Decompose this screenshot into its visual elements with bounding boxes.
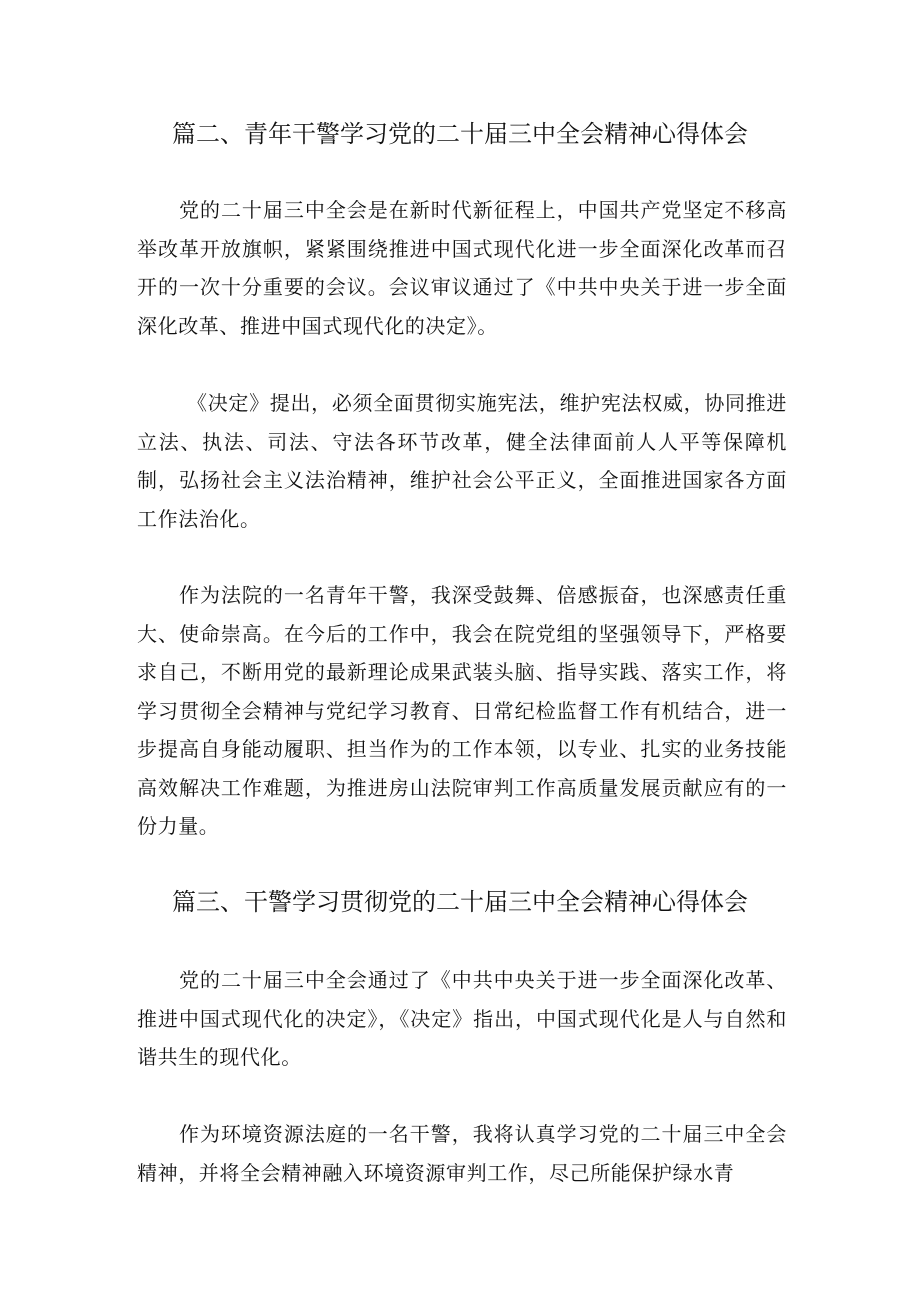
section-three-paragraph-1: 党的二十届三中全会通过了《中共中央关于进一步全面深化改革、推进中国式现代化的决定》，《决定》指出，中国式现代化是人与自然和谐共生的现代化。	[137, 968, 787, 1069]
section-three-paragraph-2: 作为环境资源法庭的一名干警，我将认真学习党的二十届三中全会精神，并将全会精神融入环境资源审判工作，尽己所能保护绿水青	[137, 1122, 787, 1185]
section-three-title: 篇三、干警学习贯彻党的二十届三中全会精神心得体会	[172, 888, 748, 916]
section-two-paragraph-3: 作为法院的一名青年干警，我深受鼓舞、倍感振奋，也深感责任重大、使命崇高。在今后的工作中，我会在院党组的坚强领导下，严格要求自己，不断用党的最新理论成果武装头脑、指导实践、落实工作，将学习贯彻全会精神与党纪学习教育、日常纪检监督工作有机结合，进一步提高自身能动履职、担当作为的工作本领，以专业、扎实的业务技能高效解决工作难题，为推进房山法院审判工作高质量发展贡献应有的一份力量。	[137, 583, 787, 838]
section-two-title: 篇二、青年干警学习党的二十届三中全会精神心得体会	[172, 120, 748, 148]
section-two-paragraph-1: 党的二十届三中全会是在新时代新征程上，中国共产党坚定不移高举改革开放旗帜，紧紧围绕推进中国式现代化进一步全面深化改革而召开的一次十分重要的会议。会议审议通过了《中共中央关于进一步全面深化改革、推进中国式现代化的决定》。	[137, 198, 787, 338]
section-two-paragraph-2: 《决定》提出，必须全面贯彻实施宪法，维护宪法权威，协同推进立法、执法、司法、守法各环节改革，健全法律面前人人平等保障机制，弘扬社会主义法治精神，维护社会公平正义，全面推进国家各方面工作法治化。	[137, 391, 787, 531]
